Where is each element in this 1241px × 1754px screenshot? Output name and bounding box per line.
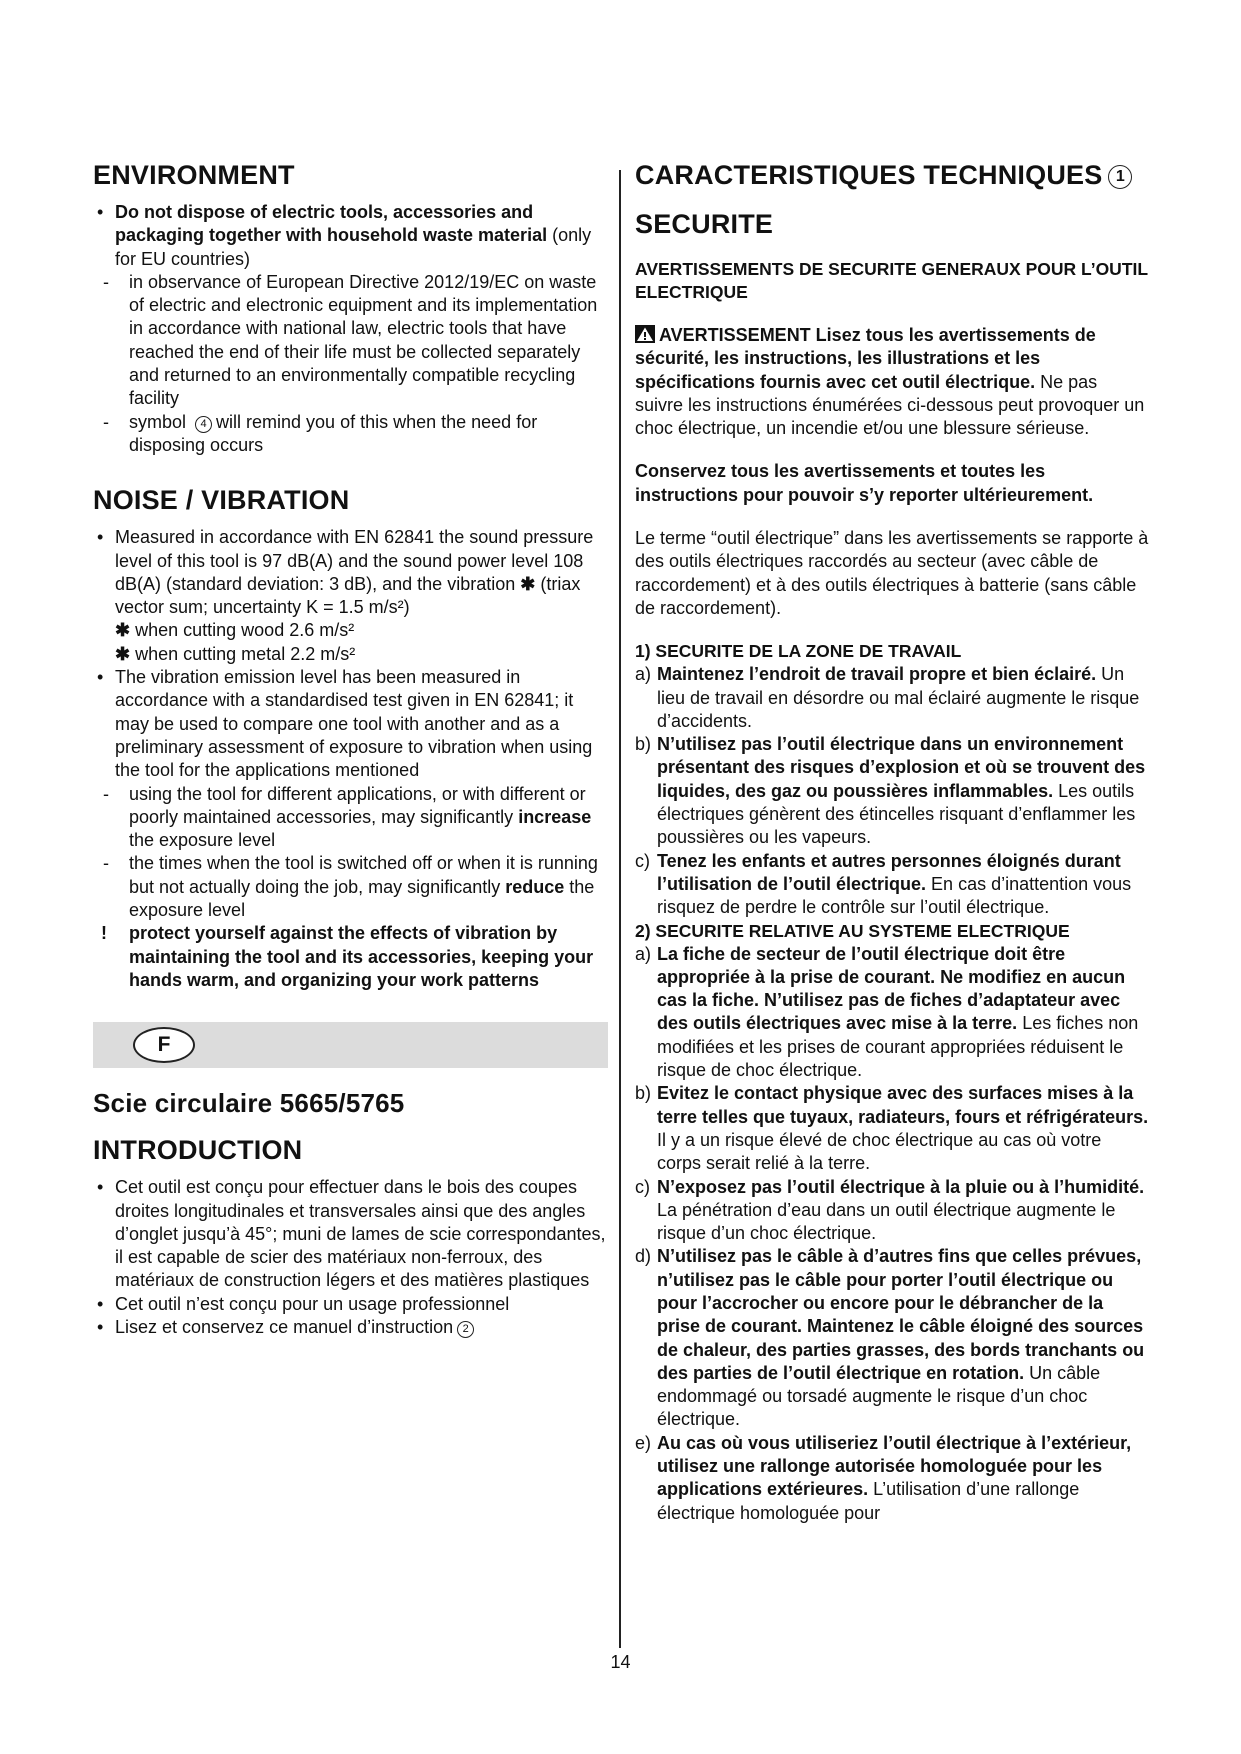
characteristics-title: CARACTERISTIQUES TECHNIQUES	[635, 160, 1103, 190]
general-warnings-heading: AVERTISSEMENTS DE SECURITE GENERAUX POUR L’OUTIL ELECTRIQUE	[635, 259, 1148, 302]
list-item	[93, 1293, 608, 1316]
item-label: b)	[635, 734, 652, 755]
list-text: symbol	[129, 411, 187, 432]
bold-text: N’exposez pas l’outil électrique à la pluie ou à l’humidité.	[657, 1176, 1145, 1197]
list-item	[93, 1316, 608, 1339]
bold-text: Maintenez l’endroit de travail propre et bien éclairé.	[657, 664, 1097, 685]
list-text: L’utilisation d’une rallonge électrique homologuée pour	[657, 1479, 1080, 1523]
list-text: the exposure level	[129, 830, 276, 851]
electrical-safety-heading: 2) SECURITE RELATIVE AU SYSTEME ELECTRIQUE	[635, 920, 1070, 941]
list-item	[635, 733, 1150, 849]
figure-ref-2: 2	[457, 1321, 474, 1338]
warning-triangle-icon	[635, 325, 655, 343]
warning-bold: AVERTISSEMENT Lisez tous les avertissements de sécurité, les instructions, les illustrations et les spécifications fournis avec cet outil électrique.	[635, 325, 1096, 392]
noise-sublist	[93, 783, 608, 993]
noise-heading: NOISE / VIBRATION	[93, 485, 350, 516]
warning-paragraph	[635, 324, 1150, 440]
environment-sublist	[93, 271, 608, 457]
list-text: Cet outil n’est conçu pour un usage professionnel	[115, 1293, 510, 1314]
list-item: - using the tool for different applications, or with different or poorly maintained accessories, may significantly increase the exposure level	[103, 783, 592, 851]
item-label: e)	[635, 1432, 652, 1453]
terme-paragraph: Le terme “outil électrique” dans les avertissements se rapporte à des outils électriques raccordés au secteur (avec câble de raccordement) et à des outils électriques à batterie (sans câble de raccordement).	[635, 528, 1149, 618]
list-text: La pénétration d’eau dans un outil électrique augmente le risque d’un choc électrique.	[657, 1199, 1116, 1244]
item-label: c)	[635, 1176, 650, 1197]
item-label: b)	[635, 1083, 652, 1104]
environment-list	[93, 201, 608, 271]
list-text: will remind you of this when the need for disposing occurs	[129, 411, 538, 455]
bold-text: increase	[518, 806, 592, 827]
safety-heading: SECURITE	[635, 209, 774, 239]
list-text: the times when the tool is switched off or when it is running but not actually doing the job, may significantly	[129, 853, 598, 897]
bold-text: Au cas où vous utiliseriez l’outil électrique à l’extérieur, utilisez une rallonge autorisée homologuée pour les applications extérieures.	[657, 1432, 1132, 1500]
item-label: c)	[635, 850, 650, 871]
introduction-heading: INTRODUCTION	[93, 1135, 303, 1166]
list-item	[93, 526, 608, 666]
list-text: (triax vector sum; uncertainty K = 1.5 m/s²)	[115, 573, 581, 618]
item-label: a)	[635, 943, 652, 964]
figure-ref-1: 1	[1108, 165, 1132, 189]
bold-text: La fiche de secteur de l’outil électrique doit être appropriée à la prise de courant. Ne modifiez en aucun cas la fiche. N’utilisez pas de fiches d’adaptateur avec des outils électriques avec mise à la terre.	[657, 943, 1126, 1034]
language-bar	[93, 1022, 608, 1068]
list-item	[99, 922, 608, 992]
characteristics-heading	[635, 160, 1150, 191]
list-item	[635, 850, 1150, 920]
product-title: Scie circulaire 5665/5765	[93, 1088, 405, 1119]
bold-text: reduce	[505, 876, 565, 897]
bold-text: Tenez les enfants et autres personnes éloignés durant l’utilisation de l’outil électrique.	[657, 850, 1121, 894]
bold-text: Evitez le contact physique avec des surfaces mises à la terre telles que tuyaux, radiateurs, fours et réfrigérateurs.	[657, 1083, 1149, 1127]
asterisk-icon: ✱	[115, 643, 131, 664]
list-item	[93, 1176, 608, 1292]
list-item	[635, 663, 1150, 733]
list-item: - in observance of European Directive 2012/19/EC on waste of electric and electronic equipment and its implementation in accordance with national law, electric tools that have reached the end of their life must be collected separately and returned to an environmentally compatible recycling facility	[103, 271, 598, 409]
introduction-list	[93, 1176, 608, 1339]
left-column	[93, 160, 608, 1339]
bold-text: N’utilisez pas l’outil électrique dans un environnement présentant des risques d’explosion et où se trouvent des liquides, des gaz ou poussières inflammables.	[657, 734, 1146, 801]
list-text: Un lieu de travail en désordre ou mal éclairé augmente le risque d’accidents.	[657, 664, 1140, 731]
list-item	[635, 1082, 1150, 1175]
exclamation-icon: !	[101, 923, 107, 944]
list-text: in observance of European Directive 2012/19/EC on waste of electric and electronic equipment and its implementation in accordance with national law, electric tools that have reached the end of their life must be collected separately and returned to an environmentally compatible recycling facility	[129, 271, 598, 409]
item-label: a)	[635, 664, 652, 685]
protect-text: protect yourself against the effects of vibration by maintaining the tool and its accessories, keeping your hands warm, and organizing your work patterns	[129, 923, 594, 990]
list-item	[93, 201, 608, 271]
list-text: The vibration emission level has been measured in accordance with a standardised test given in EN 62841; it may be used to compare one tool with another and as a preliminary assessment of exposure to vibration when using the tool for the applications mentioned	[115, 667, 593, 781]
wood-vibration: when cutting wood 2.6 m/s²	[135, 620, 355, 641]
work-area-heading: 1) SECURITE DE LA ZONE DE TRAVAIL	[635, 641, 962, 662]
figure-ref-4: 4	[195, 416, 212, 433]
list-text: Il y a un risque élevé de choc électrique au cas où votre corps serait relié à la terre.	[657, 1129, 1102, 1174]
noise-list	[93, 526, 608, 782]
right-column	[635, 160, 1150, 1525]
list-text: Un câble endommagé ou torsadé augmente le risque d’un choc électrique.	[657, 1362, 1101, 1430]
item-label: d)	[635, 1246, 652, 1267]
metal-vibration: when cutting metal 2.2 m/s²	[135, 643, 356, 664]
bold-text: N’utilisez pas le câble à d’autres fins que celles prévues, n’utilisez pas le câble pour porter l’outil électrique ou pour l’accrocher ou encore pour le débrancher de la prise de courant. Maintenez le câble éloigné des sources de chaleur, des parties grasses, des bords tranchants ou des parties de l’outil électrique en rotation.	[657, 1246, 1145, 1383]
list-item	[635, 1245, 1150, 1431]
bold-text: Do not dispose of electric tools, accessories and packaging together with household waste material	[115, 202, 548, 246]
environment-heading: ENVIRONMENT	[93, 160, 295, 190]
list-text: Cet outil est conçu pour effectuer dans le bois des coupes droites longitudinales et transversales ainsi que des angles d’onglet jusqu’à 45°; muni de lames de scie correspondantes, il est capable de scier des matériaux non-ferroux, des matériaux de construction légers et des matières plastiques	[115, 1177, 606, 1291]
language-badge: F	[133, 1027, 195, 1063]
list-text: Measured in accordance with EN 62841 the sound pressure level of this tool is 97 dB(A) and the sound power level 108 dB(A) (standard deviation: 3 dB), and the vibration	[115, 527, 594, 594]
asterisk-icon: ✱	[115, 620, 131, 641]
list-text: Les outils électriques génèrent des étincelles risquant d’enflammer les poussières ou les vapeurs.	[657, 780, 1136, 848]
work-area-list	[635, 663, 1150, 919]
list-item: - symbol 4 will remind you of this when the need for disposing occurs	[103, 411, 538, 455]
warning-text: Ne pas suivre les instructions énumérées ci-dessous peut provoquer un choc électrique, un incendie et/ou une blessure sérieuse.	[635, 371, 1145, 439]
electrical-safety-list	[635, 943, 1150, 1525]
list-text: the exposure level	[129, 876, 595, 921]
list-text: Lisez et conservez ce manuel d’instruction	[115, 1316, 454, 1337]
list-item: - the times when the tool is switched off or when it is running but not actually doing the job, may significantly reduce the exposure level	[103, 853, 598, 921]
list-item	[635, 943, 1150, 1083]
list-item	[635, 1176, 1150, 1246]
list-text: using the tool for different applications, or with different or poorly maintained accessories, may significantly	[129, 783, 586, 827]
list-text: (only for EU countries)	[115, 225, 592, 269]
asterisk-icon: ✱	[520, 573, 536, 594]
list-item	[635, 1432, 1150, 1525]
column-divider	[619, 170, 621, 1648]
list-text: Les fiches non modifiées et les prises de courant appropriées réduisent le risque de choc électrique.	[657, 1013, 1139, 1081]
page-number: 14	[610, 1652, 631, 1672]
list-text: En cas d’inattention vous risquez de perdre le contrôle sur l’outil électrique.	[657, 873, 1132, 918]
list-item	[93, 666, 608, 782]
conserve-paragraph: Conservez tous les avertissements et toutes les instructions pour pouvoir s’y reporter ultérieurement.	[635, 461, 1094, 505]
